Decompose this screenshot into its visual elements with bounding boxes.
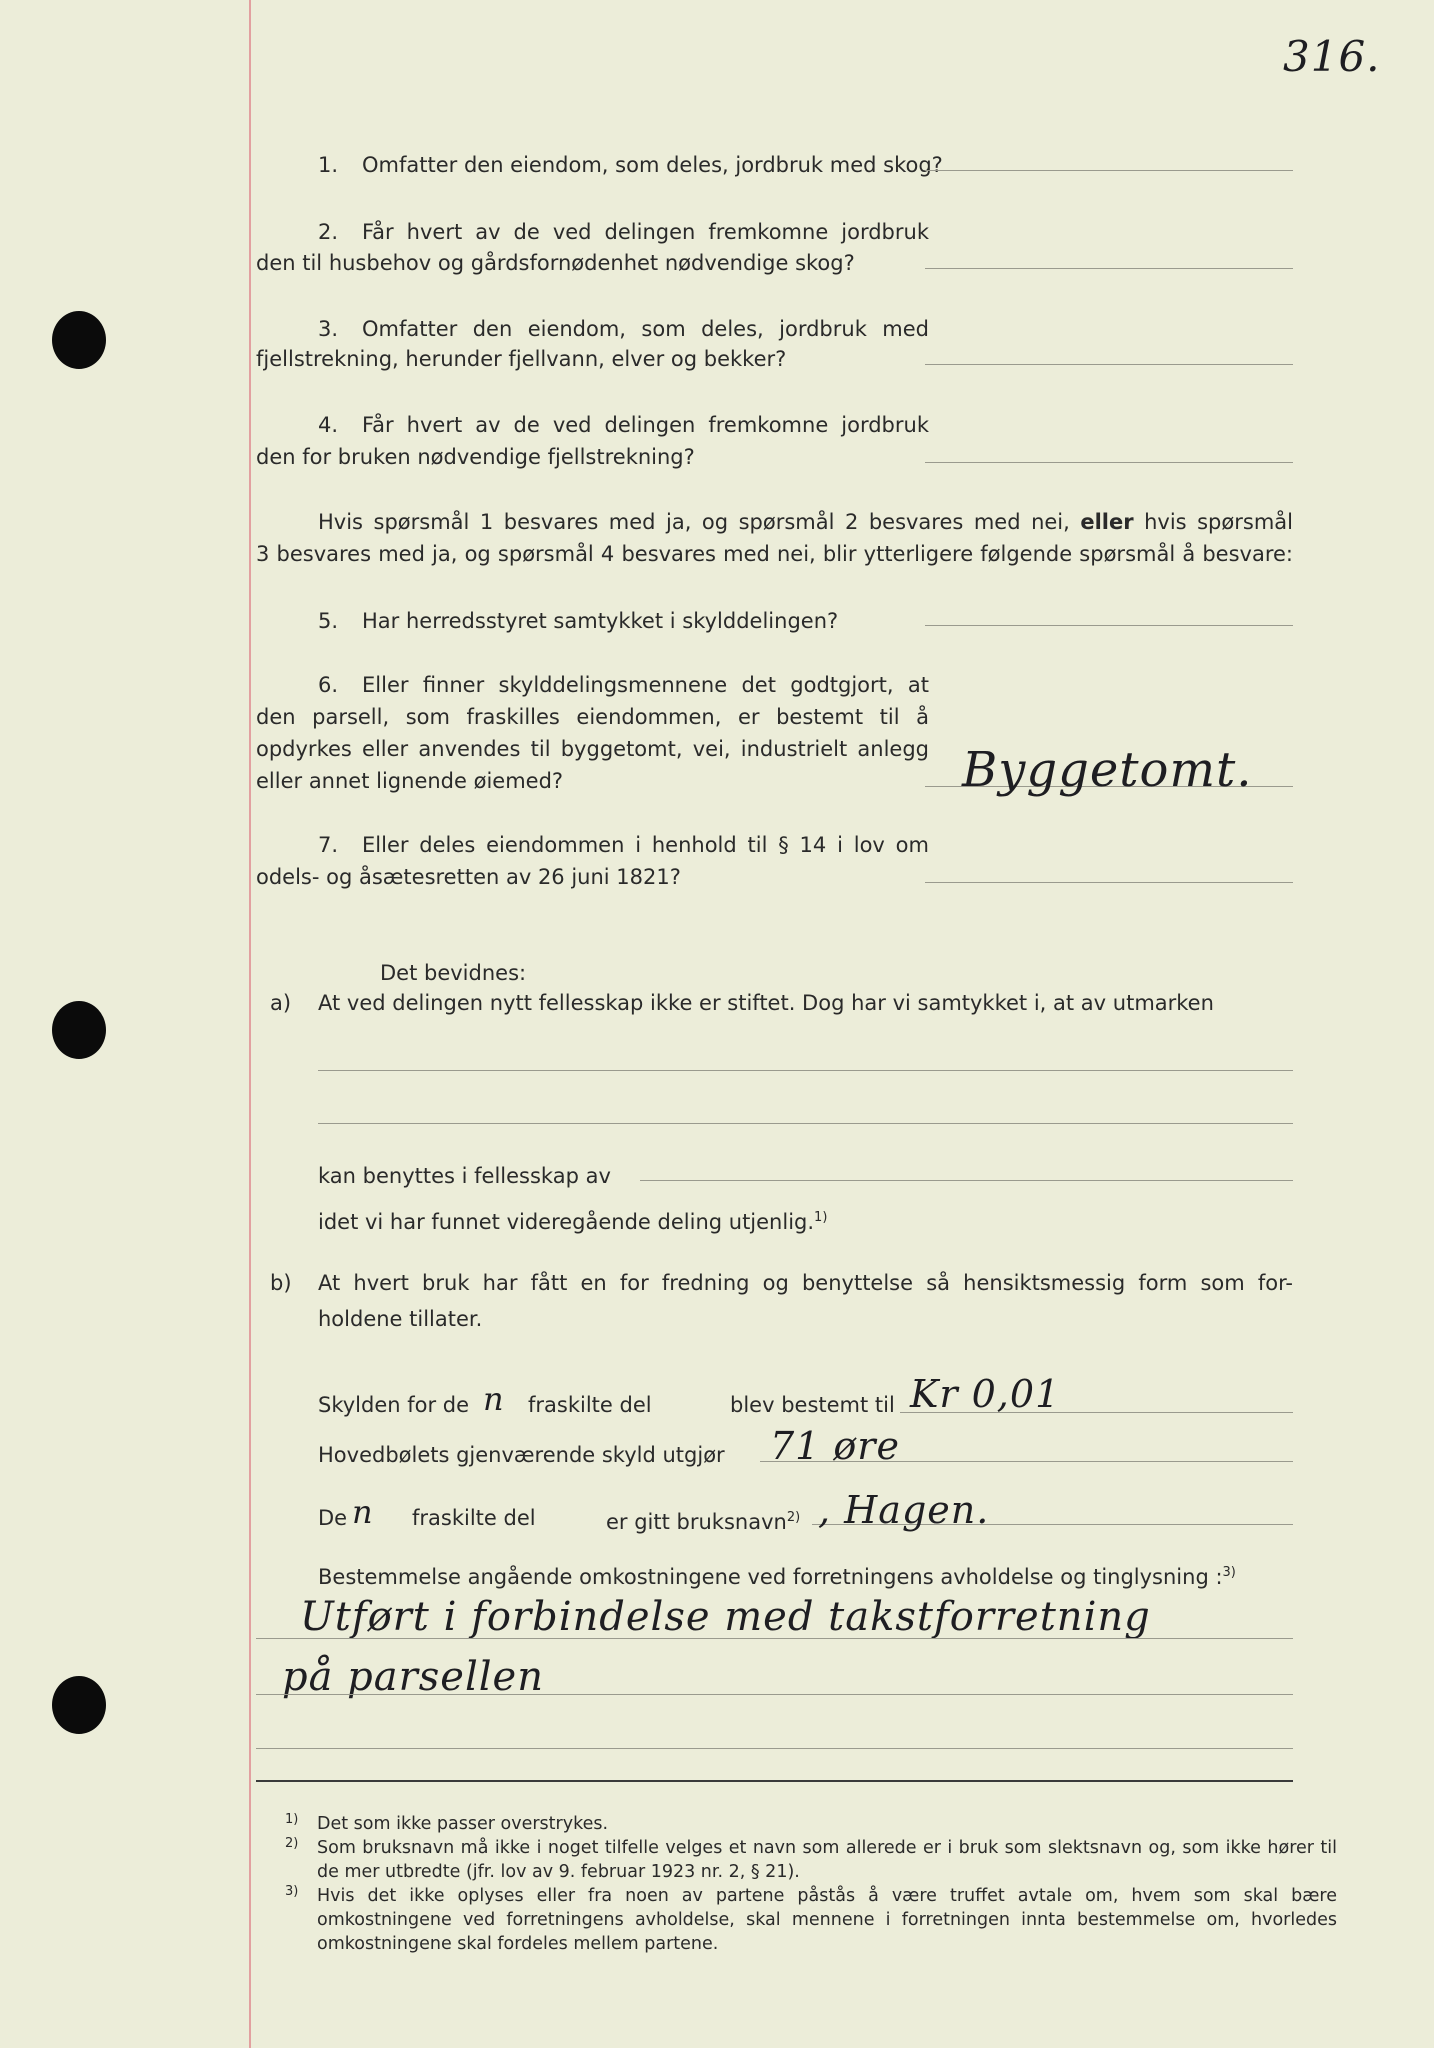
answer-line-4 bbox=[925, 462, 1293, 463]
item-a-text: At ved delingen nytt fellesskap ikke er stiftet. Dog har vi samtykket i, at av utmarken bbox=[318, 991, 1214, 1015]
answer-line-1 bbox=[925, 170, 1293, 171]
hovedbol-label: Hovedbølets gjenværende skyld utgjør bbox=[318, 1443, 725, 1467]
margin-rule bbox=[249, 0, 251, 2048]
question-2-number: 2. bbox=[318, 220, 339, 244]
question-2-line-1: Får hvert av de ved delingen fremkomne jordbruk bbox=[362, 220, 929, 244]
bruksnavn-handwritten-n: n bbox=[352, 1493, 374, 1531]
question-1-text: Omfatter den eiendom, som deles, jordbruk med skog? bbox=[362, 153, 943, 177]
skyld-label: Skylden for de bbox=[318, 1393, 470, 1417]
question-6-line-3: opdyrkes eller anvendes til byggetomt, vei, industrielt anlegg bbox=[256, 737, 929, 761]
bruksnavn-fraskilte-del: fraskilte del bbox=[412, 1506, 536, 1530]
question-7-line-2: odels- og åsætesretten av 26 juni 1821? bbox=[256, 865, 681, 889]
skyld-bestemt-til: blev bestemt til bbox=[730, 1393, 895, 1417]
footnote-3-mark: 3) bbox=[285, 1884, 299, 1899]
omkostninger-handwritten-line-1: Utført i forbindelse med takstforretning bbox=[300, 1594, 1151, 1640]
question-3-number: 3. bbox=[318, 317, 339, 341]
omkostninger-handwritten-line-2: på parsellen bbox=[282, 1654, 544, 1700]
question-3-line-2: fjellstrekning, herunder fjellvann, elver og bekker? bbox=[256, 347, 787, 371]
answer-line-5 bbox=[925, 625, 1293, 626]
question-6-number: 6. bbox=[318, 673, 339, 697]
question-1-number: 1. bbox=[318, 153, 339, 177]
blank-line-a-2 bbox=[318, 1123, 1293, 1124]
question-6-line-2: den parsell, som fraskilles eiendommen, er bestemt til å bbox=[256, 705, 929, 729]
skyld-fraskilte-del: fraskilte del bbox=[528, 1393, 652, 1417]
question-7-line-1: Eller deles eiendommen i henhold til § 14 i lov om bbox=[362, 833, 929, 857]
bruksnavn-handwritten-name: , Hagen. bbox=[818, 1488, 990, 1532]
item-b-line-2: holdene tillater. bbox=[318, 1307, 483, 1331]
answer-line-3 bbox=[925, 364, 1293, 365]
footnote-1-mark: 1) bbox=[285, 1812, 299, 1827]
footnote-ref-3: 3) bbox=[1222, 1565, 1236, 1580]
question-7-number: 7. bbox=[318, 833, 339, 857]
bruksnavn-label: er gitt bruksnavn$^{2)}$ bbox=[606, 1510, 801, 1534]
question-6-line-1: Eller finner skylddelingsmennene det godtgjort, at bbox=[362, 673, 929, 697]
question-5-number: 5. bbox=[318, 609, 339, 633]
binder-hole-bottom bbox=[52, 1676, 106, 1734]
fellesskap-line bbox=[640, 1180, 1293, 1181]
question-4-number: 4. bbox=[318, 413, 339, 437]
condition-bold-word: eller bbox=[1080, 510, 1134, 534]
omkostninger-line-1 bbox=[256, 1638, 1293, 1639]
answer-line-7 bbox=[925, 882, 1293, 883]
binder-hole-top bbox=[52, 311, 106, 369]
question-6-handwritten-answer: Byggetomt. bbox=[962, 742, 1253, 798]
omkostninger-line-2 bbox=[256, 1694, 1293, 1695]
item-a-label: a) bbox=[270, 991, 292, 1015]
bruksnavn-de: De bbox=[318, 1506, 348, 1530]
question-3-line-1: Omfatter den eiendom, som deles, jordbruk med bbox=[362, 317, 929, 341]
omkostninger-line-3 bbox=[256, 1748, 1293, 1749]
footnote-ref-1: 1) bbox=[814, 1210, 828, 1225]
question-2-line-2: den til husbehov og gårdsfornødenhet nødvendige skog? bbox=[256, 251, 855, 275]
hovedbol-handwritten-amount: 71 øre bbox=[770, 1424, 900, 1468]
question-6-line-4: eller annet lignende øiemed? bbox=[256, 769, 564, 793]
footnote-2-mark: 2) bbox=[285, 1836, 299, 1851]
footnote-3-text: Hvis det ikke oplyses eller fra noen av partene påstås å være truffet avtale om, hvem som skal bære omkostningene ved forretningens avholdelse, skal mennene i forretningen innta bestemmelse om, hvorledes omkostningene skal fordeles mellem partene. bbox=[317, 1886, 1337, 1954]
page-number: 316. bbox=[1283, 32, 1381, 81]
bevidnes-heading: Det bevidnes: bbox=[380, 961, 527, 985]
footnote-1-text: Det som ikke passer overstrykes. bbox=[317, 1814, 609, 1834]
condition-line-1: Hvis spørsmål 1 besvares med ja, og spørsmål 2 besvares med nei, eller hvis spørsmål bbox=[318, 510, 1293, 534]
footnote-2-text: Som bruksnavn må ikke i noget tilfelle velges et navn som allerede er i bruk som slektsnavn og, som ikke hører til de mer utbredte (jfr. lov av 9. februar 1923 nr. 2, § 21). bbox=[317, 1838, 1337, 1882]
omkostninger-label: Bestemmelse angående omkostningene ved forretningens avholdelse og tinglysning :$^{3)}$ bbox=[318, 1565, 1236, 1589]
skyld-handwritten-n: n bbox=[483, 1380, 505, 1418]
question-4-line-2: den for bruken nødvendige fjellstrekning? bbox=[256, 445, 695, 469]
condition-line-2: 3 besvares med ja, og spørsmål 4 besvares med nei, blir ytterligere følgende spørsmål å besvare: bbox=[256, 542, 1293, 566]
answer-line-2 bbox=[925, 268, 1293, 269]
fellesskap-text: kan benyttes i fellesskap av bbox=[318, 1164, 611, 1188]
item-b-line-1: At hvert bruk har fått en for fredning og benyttelse så hensiktsmessig form som for- bbox=[318, 1271, 1293, 1295]
utjenlig-text: idet vi har funnet videregående deling utjenlig.$^{1)}$ bbox=[318, 1210, 828, 1234]
question-4-line-1: Får hvert av de ved delingen fremkomne jordbruk bbox=[362, 413, 929, 437]
blank-line-a-1 bbox=[318, 1070, 1293, 1071]
footnote-separator bbox=[256, 1780, 1293, 1782]
binder-hole-middle bbox=[52, 1001, 106, 1059]
item-b-label: b) bbox=[270, 1271, 292, 1295]
question-5-text: Har herredsstyret samtykket i skylddelingen? bbox=[362, 609, 839, 633]
skyld-handwritten-amount: Kr 0,01 bbox=[910, 1372, 1061, 1416]
footnote-ref-2: 2) bbox=[786, 1510, 801, 1525]
